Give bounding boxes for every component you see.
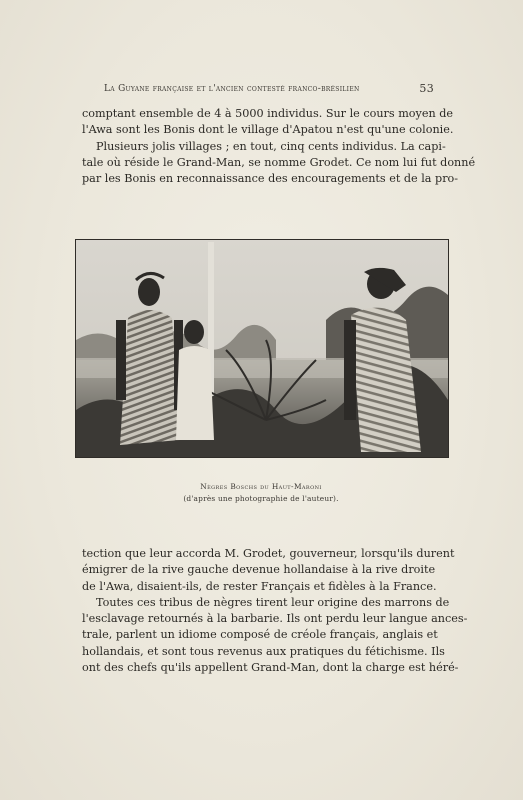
paragraph-top — [82, 106, 476, 187]
paragraph-bottom — [82, 546, 468, 676]
text-line: l'Awa sont les Bonis dont le village d'Apatou n'est qu'une colonie. — [82, 123, 454, 137]
text-line: hollandais, et sont tous revenus aux pratiques du fétichisme. Ils — [82, 644, 445, 658]
running-head-title: La Guyane française et l'ancien contesté franco-brésilien — [104, 84, 360, 94]
text-line: émigrer de la rive gauche devenue hollandaise à la rive droite — [82, 563, 436, 577]
text-line: Toutes ces tribus de nègres tirent leur origine des marrons de — [96, 595, 450, 609]
page-number: 53 — [419, 82, 434, 95]
photograph — [75, 239, 449, 458]
text-line: de l'Awa, disaient-ils, de rester Français et fidèles à la France. — [82, 579, 437, 593]
text-line: trale, parlent un idiome composé de créole français, anglais et — [82, 628, 438, 642]
figure-caption-title: Nègres Boschs du Haut-Maroni — [200, 482, 322, 491]
text-line: tection que leur accorda M. Grodet, gouverneur, lorsqu'ils durent — [82, 547, 455, 560]
text-line: Plusieurs jolis villages ; en tout, cinq cents individus. La capi- — [96, 139, 446, 153]
figure-caption-credit: (d'après une photographie de l'auteur). — [183, 494, 339, 503]
photograph-illustration — [76, 240, 448, 457]
text-line: par les Bonis en reconnaissance des encouragements et de la pro- — [82, 172, 459, 186]
text-line: tale où réside le Grand-Man, se nomme Grodet. Ce nom lui fut donné — [82, 155, 476, 169]
text-line: ont des chefs qu'ils appellent Grand-Man, dont la charge est héré- — [82, 661, 459, 675]
text-line: l'esclavage retournés à la barbarie. Ils ont perdu leur langue ances- — [82, 612, 468, 626]
text-line: comptant ensemble de 4 à 5000 individus. Sur le cours moyen de — [82, 107, 454, 120]
